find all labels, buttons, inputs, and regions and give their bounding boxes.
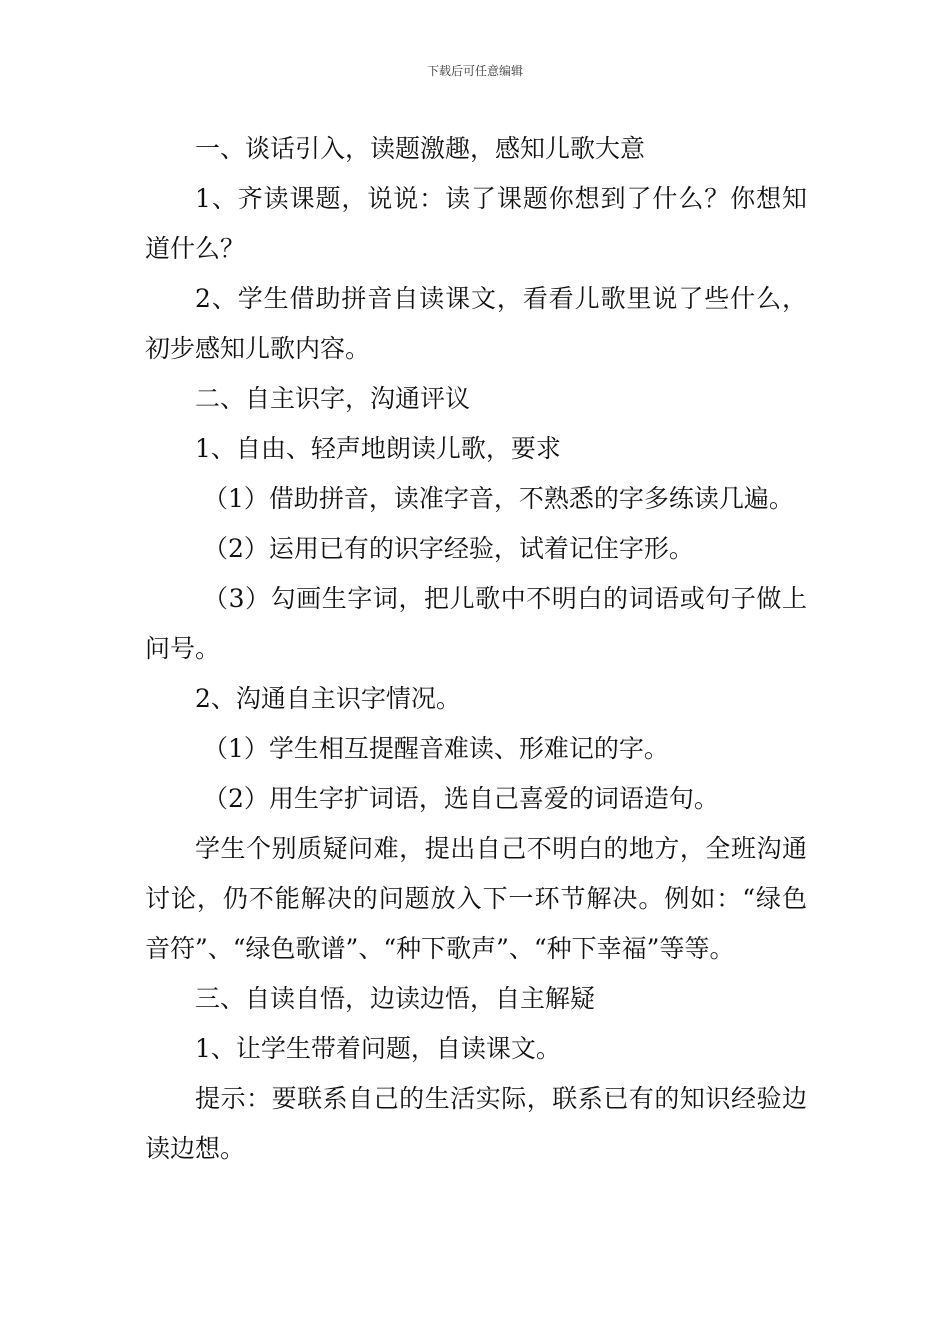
list-item: （3）勾画生字词，把儿歌中不明白的词语或句子做上问号。 (145, 584, 807, 663)
list-item: （1）学生相互提醒音难读、形难记的字。 (203, 734, 669, 763)
paragraph: 1、齐读课题，说说：读了课题你想到了什么？你想知道什么？ (145, 184, 807, 263)
paragraph: 2、学生借助拼音自读课文，看看儿歌里说了些什么，初步感知儿歌内容。 (145, 284, 807, 363)
paragraph: 2、沟通自主识字情况。 (195, 684, 461, 713)
list-item: （2）运用已有的识字经验，试着记住字形。 (203, 534, 694, 563)
page-header-note: 下载后可任意编辑 (426, 64, 523, 78)
section-heading-1: 一、谈话引入，读题激趣，感知儿歌大意 (195, 134, 646, 163)
list-item: （2）用生字扩词语，选自己喜爱的词语造句。 (203, 784, 719, 813)
list-item: （1）借助拼音，读准字音，不熟悉的字多练读几遍。 (203, 484, 794, 513)
paragraph: 1、自由、轻声地朗读儿歌，要求 (195, 434, 561, 463)
document-body (145, 124, 807, 1174)
paragraph: 提示：要联系自己的生活实际，联系已有的知识经验边读边想。 (145, 1084, 807, 1163)
paragraph: 学生个别质疑问难，提出自己不明白的地方，全班沟通讨论，仍不能解决的问题放入下一环节解决。例如：“绿色音符”、“绿色歌谱”、“种下歌声”、“种下幸福”等等。 (145, 834, 807, 963)
paragraph: 1、让学生带着问题，自读课文。 (195, 1034, 561, 1063)
section-heading-3: 三、自读自悟，边读边悟，自主解疑 (195, 984, 596, 1013)
section-heading-2: 二、自主识字，沟通评议 (195, 384, 471, 413)
